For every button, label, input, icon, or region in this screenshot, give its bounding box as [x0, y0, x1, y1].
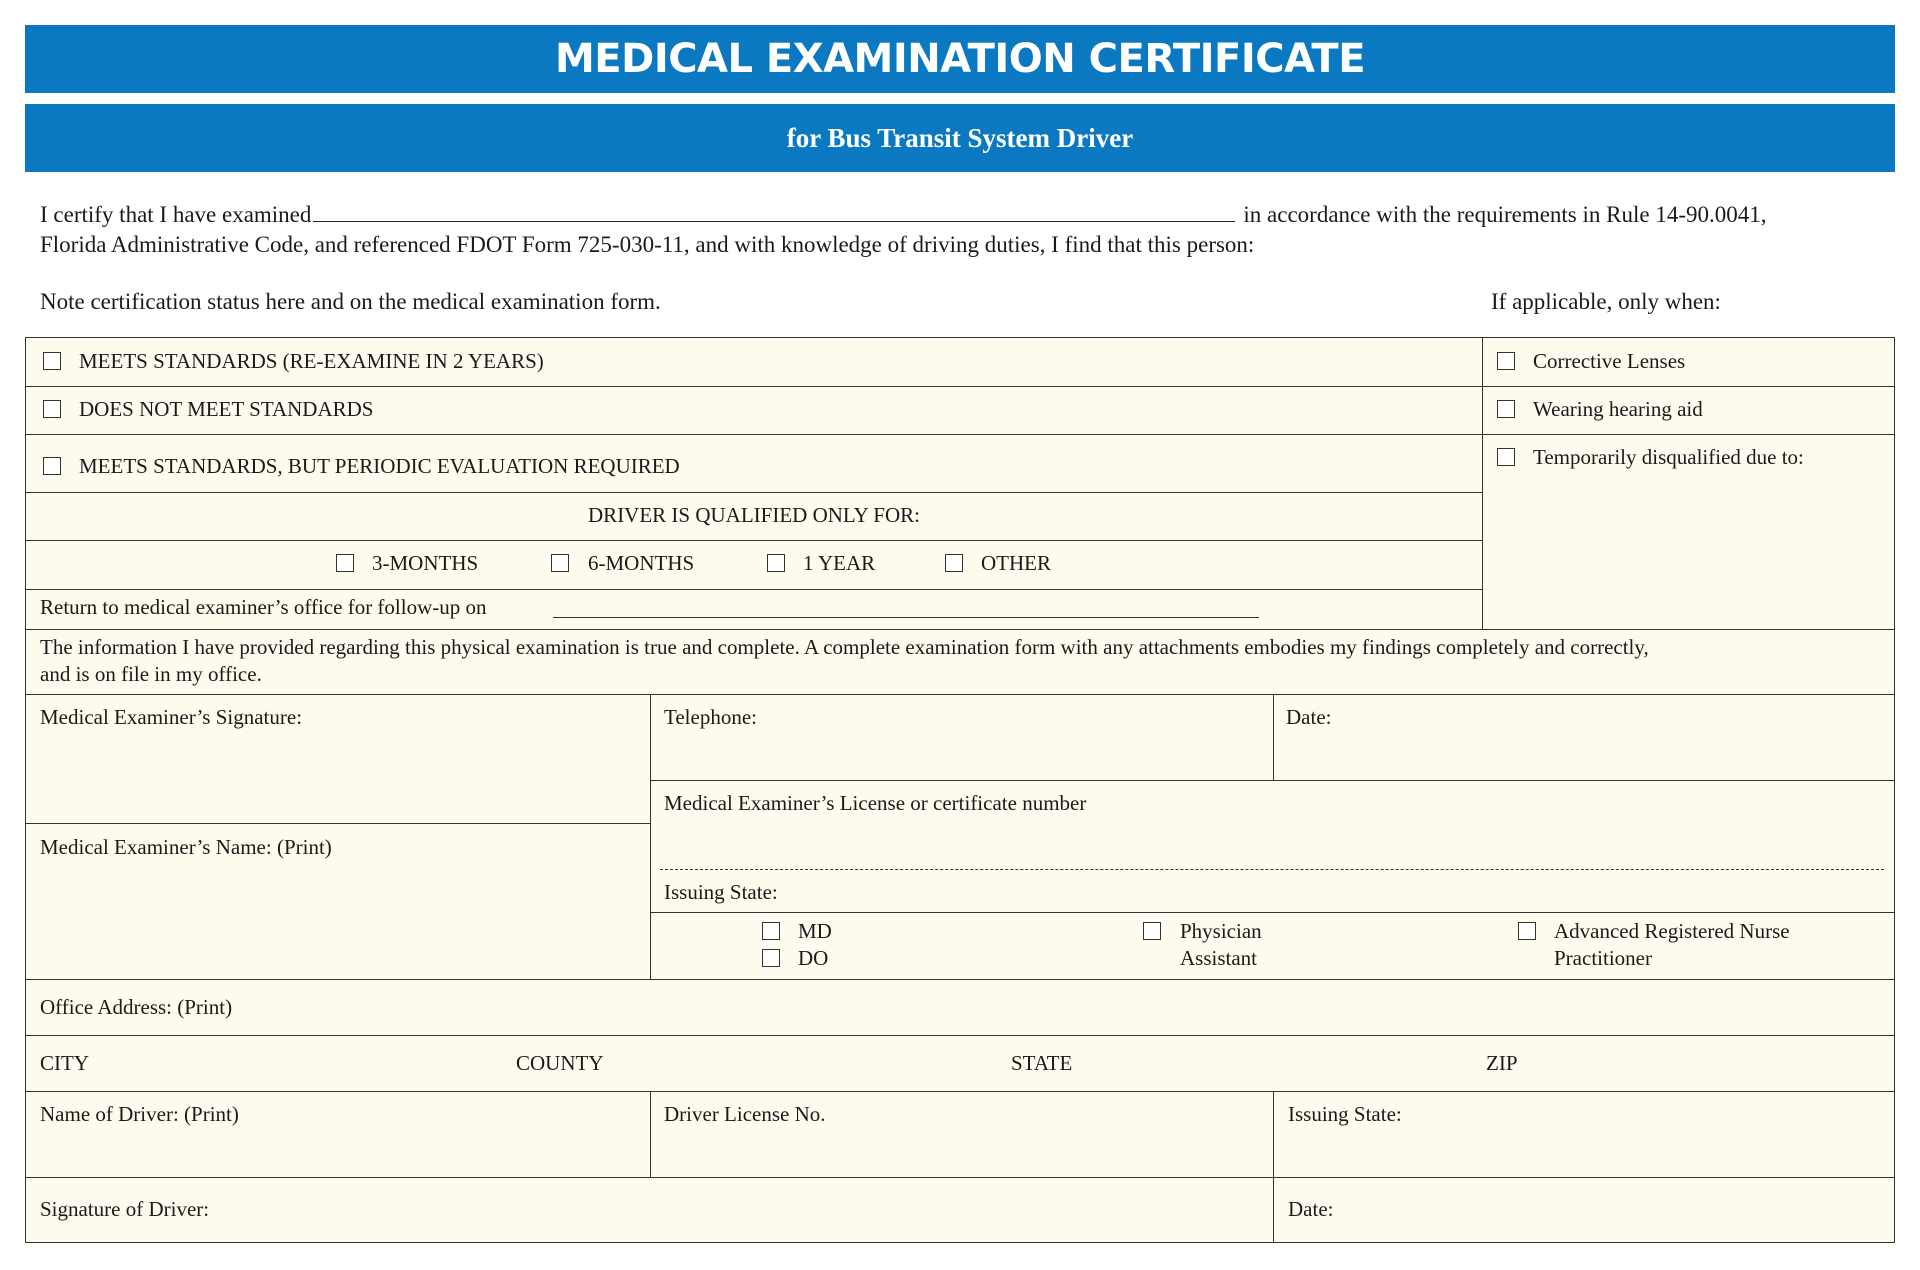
arnp-label-2: Practitioner	[1554, 946, 1652, 970]
hearing-aid-checkbox[interactable]	[1497, 400, 1515, 418]
rule	[650, 780, 1894, 781]
md-checkbox[interactable]	[762, 922, 780, 940]
corrective-lenses-checkbox[interactable]	[1497, 352, 1515, 370]
period-6-months-label: 6-MONTHS	[588, 551, 695, 575]
period-3-months-checkbox[interactable]	[336, 554, 354, 572]
examiner-issuing-state-label: Issuing State:	[664, 880, 778, 904]
period-other-label: OTHER	[981, 551, 1051, 575]
rule	[26, 694, 1894, 695]
applicable-heading: If applicable, only when:	[1491, 289, 1721, 314]
examiner-signature-label: Medical Examiner’s Signature:	[40, 705, 303, 729]
hearing-aid-label: Wearing hearing aid	[1533, 397, 1703, 421]
city-label: CITY	[40, 1051, 89, 1075]
rule	[26, 386, 1894, 387]
rule	[650, 912, 1894, 913]
rule	[26, 823, 650, 824]
telephone-label: Telephone:	[664, 705, 757, 729]
license-number-label: Medical Examiner’s License or certificate number	[664, 791, 1087, 815]
followup-label: Return to medical examiner’s office for follow-up on	[40, 595, 487, 619]
driver-license-label: Driver License No.	[664, 1102, 826, 1126]
rule	[26, 589, 1482, 590]
physician-assistant-checkbox[interactable]	[1143, 922, 1161, 940]
intro-line-1-start: I certify that I have examined	[40, 202, 312, 227]
state-label: STATE	[1011, 1051, 1073, 1075]
period-6-months-checkbox[interactable]	[551, 554, 569, 572]
rule	[26, 1091, 1894, 1092]
followup-date-field[interactable]	[553, 617, 1259, 618]
intro-line-1-end: in accordance with the requirements in Rule 14-90.0041,	[1243, 202, 1767, 227]
intro-line-1	[40, 200, 1767, 230]
period-1-year-checkbox[interactable]	[767, 554, 785, 572]
certificate-subtitle: for Bus Transit System Driver	[25, 104, 1895, 172]
certificate-form	[25, 337, 1895, 1243]
periodic-evaluation-checkbox[interactable]	[43, 457, 61, 475]
certificate-title: MEDICAL EXAMINATION CERTIFICATE	[25, 25, 1895, 93]
md-label: MD	[798, 919, 832, 943]
physician-assistant-label-1: Physician	[1180, 919, 1262, 943]
arnp-label-1: Advanced Registered Nurse	[1554, 919, 1790, 943]
rule	[26, 434, 1894, 435]
rule	[1273, 694, 1274, 780]
temporarily-disqualified-label: Temporarily disqualified due to:	[1533, 445, 1804, 469]
certification-note: Note certification status here and on the medical examination form.	[40, 289, 661, 314]
meets-standards-label: MEETS STANDARDS (RE-EXAMINE IN 2 YEARS)	[79, 349, 544, 373]
driver-date-label: Date:	[1288, 1197, 1334, 1221]
rule	[650, 694, 651, 979]
rule	[26, 1177, 1894, 1178]
rule	[26, 629, 1894, 630]
attestation-line-1: The information I have provided regarding this physical examination is true and complete. A complete examination form with any attachments embodies my findings completely and correctly,	[40, 635, 1649, 659]
rule	[26, 979, 1894, 980]
license-number-line	[660, 869, 1884, 870]
period-1-year-label: 1 YEAR	[803, 551, 876, 575]
physician-assistant-label-2: Assistant	[1180, 946, 1258, 970]
attestation-line-2: and is on file in my office.	[40, 662, 262, 686]
examinee-name-field[interactable]	[313, 201, 1235, 222]
intro-line-2: Florida Administrative Code, and referenced FDOT Form 725-030-11, and with knowledge of driving duties, I find that this person:	[40, 232, 1255, 257]
does-not-meet-checkbox[interactable]	[43, 400, 61, 418]
rule	[1273, 1091, 1274, 1243]
rule	[650, 1091, 651, 1177]
period-3-months-label: 3-MONTHS	[372, 551, 479, 575]
periodic-evaluation-label: MEETS STANDARDS, BUT PERIODIC EVALUATION REQUIRED	[79, 454, 680, 478]
does-not-meet-label: DOES NOT MEET STANDARDS	[79, 397, 374, 421]
rule	[26, 540, 1482, 541]
county-label: COUNTY	[516, 1051, 604, 1075]
examiner-date-label: Date:	[1286, 705, 1332, 729]
period-other-checkbox[interactable]	[945, 554, 963, 572]
do-label: DO	[798, 946, 829, 970]
rule	[26, 1035, 1894, 1036]
meets-standards-checkbox[interactable]	[43, 352, 61, 370]
qualified-only-heading: DRIVER IS QUALIFIED ONLY FOR:	[588, 503, 920, 527]
do-checkbox[interactable]	[762, 949, 780, 967]
arnp-checkbox[interactable]	[1518, 922, 1536, 940]
examiner-name-label: Medical Examiner’s Name: (Print)	[40, 835, 332, 859]
driver-issuing-state-label: Issuing State:	[1288, 1102, 1402, 1126]
corrective-lenses-label: Corrective Lenses	[1533, 349, 1686, 373]
driver-signature-label: Signature of Driver:	[40, 1197, 210, 1221]
rule	[26, 492, 1482, 493]
office-address-label: Office Address: (Print)	[40, 995, 233, 1019]
zip-label: ZIP	[1486, 1051, 1518, 1075]
rule	[1482, 338, 1483, 629]
temporarily-disqualified-checkbox[interactable]	[1497, 448, 1515, 466]
driver-name-label: Name of Driver: (Print)	[40, 1102, 239, 1126]
